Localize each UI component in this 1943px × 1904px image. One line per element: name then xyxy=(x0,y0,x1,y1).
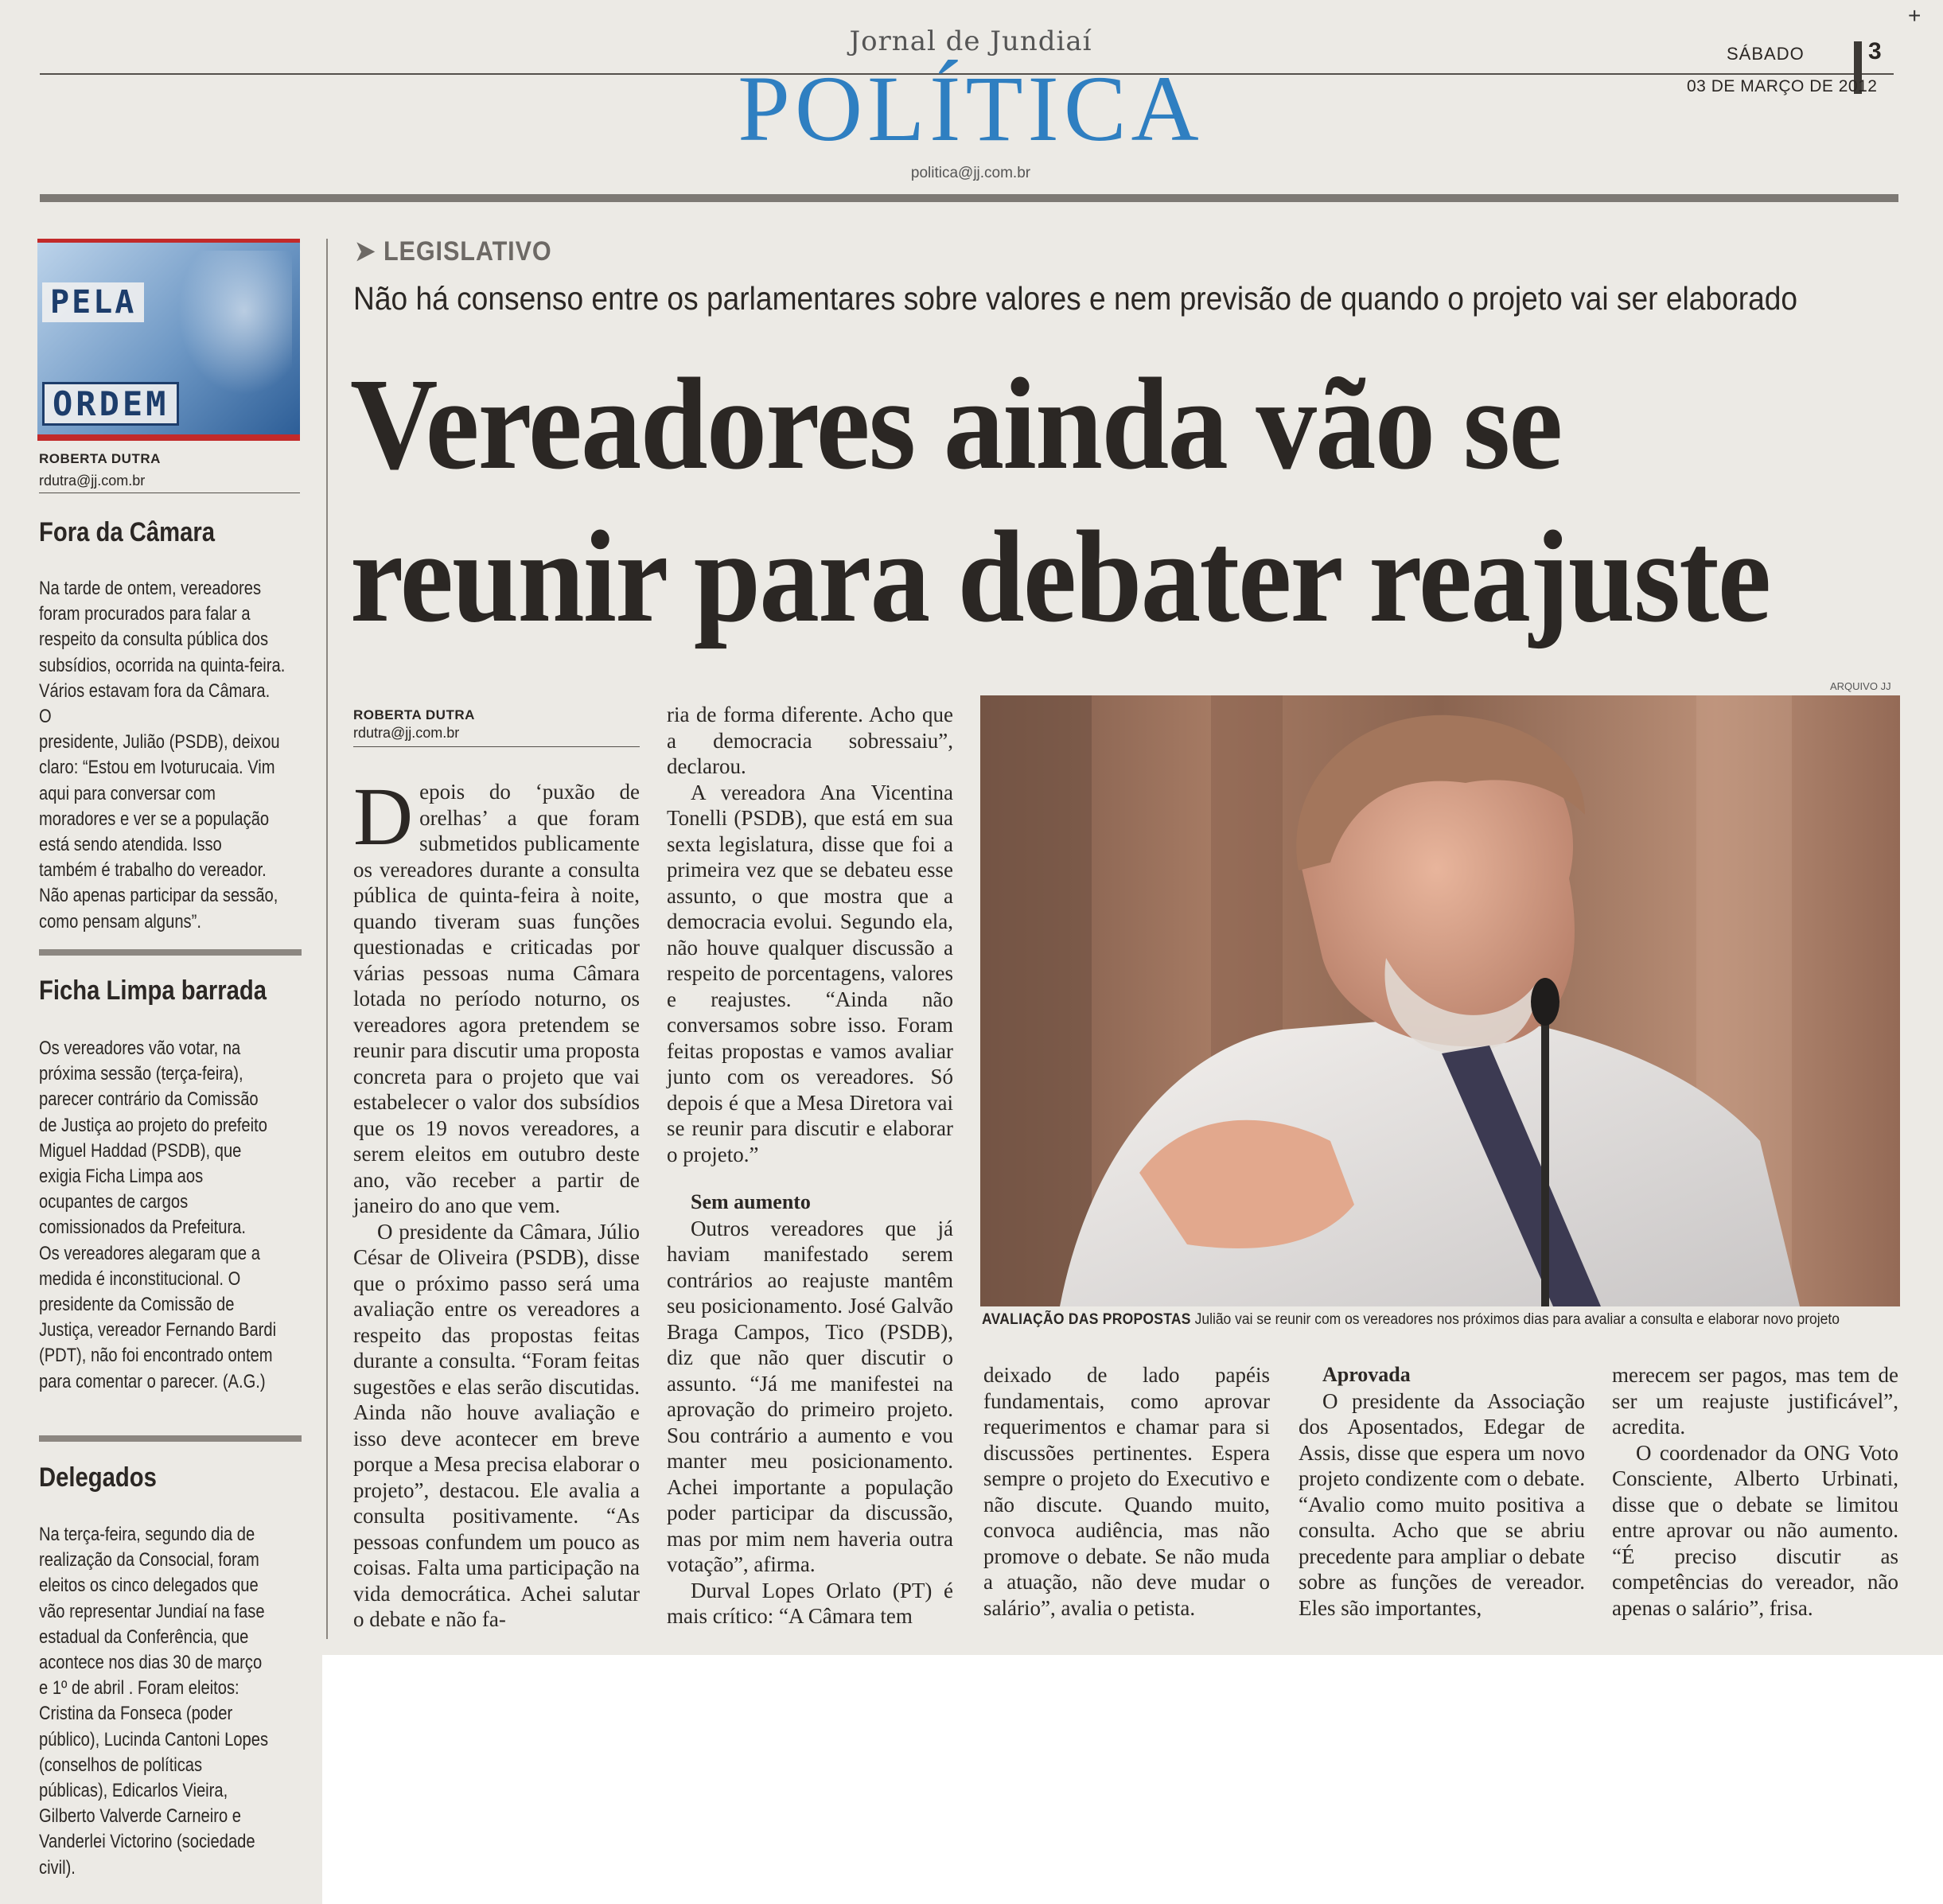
article-subhead: Não há consenso entre os parlamentares sobre valores e nem previsão de quando o projeto vai ser elaborado xyxy=(353,280,1798,317)
note-divider xyxy=(39,1435,302,1442)
headline-line-1: Vereadores ainda vão se xyxy=(350,351,1562,496)
section-email: politica@jj.com.br xyxy=(910,165,1031,181)
subtitle: Sem aumento xyxy=(691,1190,811,1213)
article-author-email: rdutra@jj.com.br xyxy=(353,725,460,741)
article-column-4: Aprovada O presidente da Associação dos Aposentados, Edegar de Assis, disse que espera um novo projeto condizente com o debate. “Avalio como muito positiva a consulta. Acho que se abriu precedente para ampliar o debate sobre as funções de vereador. Eles são importantes, xyxy=(1299,1363,1585,1620)
blank-area xyxy=(322,1655,1943,1904)
logo-line-2: ORDEM xyxy=(42,382,179,426)
article-column-1: Depois do ‘puxão de orelhas’ a que foram submetidos publicamente os vereadores durante a consulta pública de quinta-feira à noite, quando tiveram suas funções questionadas e criticadas por várias pessoas numa Câmara lotada no período noturno, os vereadores agora pretendem se reunir para discutir uma proposta concreta para o projeto que vai estabelecer o valor dos subsídios que os 19 novos vereadores, a serem eleitos em outubro deste ano, vão receber a partir de janeiro do ano que vem. O presidente da Câmara, Júlio César de Oliveira (PSDB), disse que o próximo passo será uma avaliação entre os vereadores a respeito das propostas feitas durante a consulta. “Foram feitas sugestões e elas serão discutidas. Ainda não houve avaliação e isso deve acontecer em breve porque a Mesa precisa elaborar o projeto”, destacou. Ele avalia a consulta positivamente. “As pessoas confundem um pouco as coisas. Falta uma participação na vida democrática. Achei salutar o debate e não fa- xyxy=(353,771,640,1631)
weekday: SÁBADO xyxy=(1727,44,1805,64)
article-kicker: ➤ LEGISLATIVO xyxy=(355,236,552,267)
column-author-email: rdutra@jj.com.br xyxy=(39,473,146,489)
note-text: Os vereadores vão votar, na próxima sessão (terça-feira), parecer contrário da Comissão de Justiça ao projeto do prefeito Miguel Haddad (PSDB), que exigia Ficha Limpa aos ocupantes de cargos comissionados da Prefeitura. Os vereadores alegaram que a medida é inconstitucional. O presidente da Comissão de Justiça, vereador Fernando Bardi (PDT), não foi encontrado ontem para comentar o parecer. (A.G.) xyxy=(39,1038,277,1392)
article-column-5: merecem ser pagos, mas tem de ser um reajuste justificável”, acredita. O coordenador da ONG Voto Consciente, Alberto Urbinati, disse que o debate se limitou entre aprovar ou não aumento. “É preciso discutir as competências do vereador, não apenas o salário”, frisa. xyxy=(1612,1363,1898,1620)
column-logo xyxy=(37,239,300,441)
photo-credit: ARQUIVO JJ xyxy=(1830,680,1891,692)
section-title: POLÍTICA xyxy=(738,56,1204,161)
note-divider xyxy=(39,949,302,956)
note-text: Na terça-feira, segundo dia de realização da Consocial, foram eleitos os cinco delegados que vão representar Jundiaí na fase estadual da Conferência, que acontece nos dias 30 de março e 1º de abril . Foram eleitos: Cristina da Fonseca (poder público), Lucinda Cantoni Lopes (conselhos de políticas públicas), Edicarlos Vieira, Gilberto Valverde Carneiro e Vanderlei Victorino (sociedade civil). xyxy=(39,1524,269,1879)
page-number: 3 xyxy=(1868,38,1882,64)
dropcap: D xyxy=(353,771,414,862)
masthead-bar xyxy=(40,194,1898,202)
note-title: Fora da Câmara xyxy=(39,517,216,547)
article-column-3: deixado de lado papéis fundamentais, como aprovar requerimentos e chamar para si discussões pertinentes. Espera sempre o projeto do Executivo e não discute. Quando muito, convoca audiência, mas não promove o debate. Se não muda a atuação, não deve mudar o salário”, avalia o petista. xyxy=(983,1363,1270,1620)
man-at-microphone-photo xyxy=(980,695,1900,1306)
note-title: Ficha Limpa barrada xyxy=(39,975,267,1006)
newspaper-name: Jornal de Jundiaí xyxy=(849,25,1092,57)
note-title: Delegados xyxy=(39,1462,157,1493)
crop-mark-icon: + xyxy=(1908,3,1922,28)
article-author: ROBERTA DUTRA xyxy=(353,707,475,722)
column-author: ROBERTA DUTRA xyxy=(39,451,161,466)
edition-date: 03 DE MARÇO DE 2012 xyxy=(1687,77,1878,95)
byline-rule xyxy=(353,746,640,747)
photo-caption: AVALIAÇÃO DAS PROPOSTAS Julião vai se reunir com os vereadores nos próximos dias para avaliar a consulta e elaborar novo projeto xyxy=(982,1311,1840,1328)
note-text: Na tarde de ontem, vereadores foram procurados para falar a respeito da consulta pública dos subsídios, ocorrida na quinta-feira. Vários estavam fora da Câmara. O presidente, Julião (PSDB), deixou claro: “Estou em Ivoturucaia. Vim aqui para conversar com moradores e ver se a população está sendo atendida. Isso também é trabalho do vereador. Não apenas participar da sessão, como pensam alguns”. xyxy=(39,578,286,933)
column-separator xyxy=(326,239,328,1639)
subtitle: Aprovada xyxy=(1322,1363,1411,1386)
pointing-hand-icon xyxy=(173,251,292,402)
article-column-2: ria de forma diferente. Acho que a democracia sobressaiu”, declarou. A vereadora Ana Vicentina Tonelli (PSDB), que está em sua sexta legislatura, disse que foi a primeira vez que se debateu esse assunto, o que mostra que a democracia evolui. Segundo ela, não houve qualquer discussão a respeito de porcentagens, valores e reajustes. “Ainda não conversamos sobre isso. Foram feitas propostas e vamos avaliar junto com os vereadores. Só depois é que a Mesa Diretora vai se reunir para discutir e elaborar o projeto.” Sem aumento Outros vereadores que já haviam manifestado serem contrários ao reajuste mantêm seu posicionamento. José Galvão Braga Campos, Tico (PSDB), diz que não quer discutir o assunto. “Já me manifestei na aprovação do primeiro projeto. Sou contrário a aumento e vou manter meu posicionamento. Achei importante a população poder participar da discussão, mas por mim nem haveria outra votação”, afirma. Durval Lopes Orlato (PT) é mais crítico: “A Câmara tem xyxy=(667,703,953,1628)
headline-line-2: reunir para debater reajuste xyxy=(350,504,1770,649)
logo-line-1: PELA xyxy=(42,282,144,322)
article-photo xyxy=(980,695,1900,1306)
